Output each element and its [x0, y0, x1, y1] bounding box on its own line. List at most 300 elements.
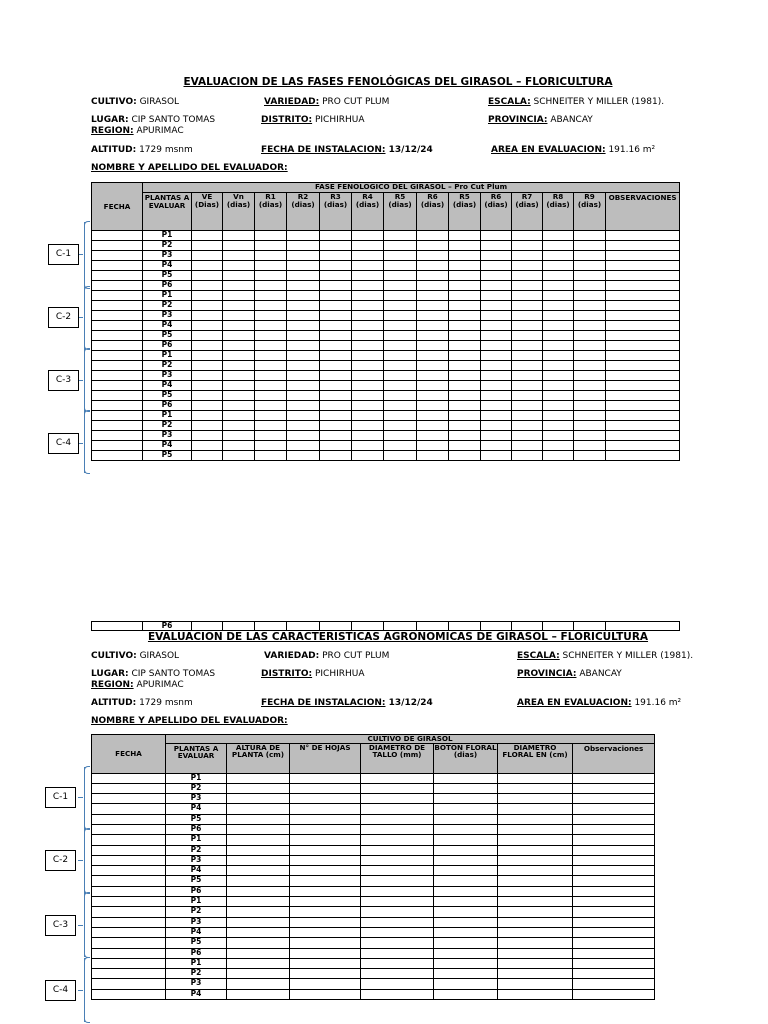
entry-cell[interactable] [92, 441, 143, 451]
entry-cell[interactable] [434, 845, 498, 855]
entry-cell[interactable] [498, 958, 573, 968]
entry-cell[interactable] [481, 271, 512, 281]
entry-cell[interactable] [606, 431, 680, 441]
entry-cell[interactable] [574, 421, 606, 431]
entry-cell[interactable] [384, 291, 417, 301]
entry-cell[interactable] [92, 979, 166, 989]
entry-cell[interactable] [449, 622, 481, 631]
entry-cell[interactable] [92, 886, 166, 896]
entry-cell[interactable] [574, 251, 606, 261]
entry-cell[interactable] [574, 291, 606, 301]
entry-cell[interactable] [92, 917, 166, 927]
entry-cell[interactable] [192, 231, 223, 241]
entry-cell[interactable] [192, 451, 223, 461]
entry-cell[interactable] [320, 301, 352, 311]
entry-cell[interactable] [92, 341, 143, 351]
entry-cell[interactable] [449, 441, 481, 451]
entry-cell[interactable] [320, 281, 352, 291]
entry-cell[interactable] [92, 824, 166, 834]
entry-cell[interactable] [92, 231, 143, 241]
entry-cell[interactable] [320, 622, 352, 631]
entry-cell[interactable] [192, 391, 223, 401]
entry-cell[interactable] [481, 401, 512, 411]
entry-cell[interactable] [417, 341, 449, 351]
entry-cell[interactable] [287, 371, 320, 381]
entry-cell[interactable] [223, 231, 255, 241]
entry-cell[interactable] [498, 876, 573, 886]
entry-cell[interactable] [417, 241, 449, 251]
entry-cell[interactable] [434, 907, 498, 917]
entry-cell[interactable] [255, 281, 287, 291]
entry-cell[interactable] [361, 804, 434, 814]
entry-cell[interactable] [290, 783, 361, 793]
entry-cell[interactable] [255, 241, 287, 251]
entry-cell[interactable] [384, 622, 417, 631]
entry-cell[interactable] [606, 622, 680, 631]
entry-cell[interactable] [417, 351, 449, 361]
entry-cell[interactable] [543, 421, 574, 431]
entry-cell[interactable] [223, 251, 255, 261]
entry-cell[interactable] [223, 331, 255, 341]
entry-cell[interactable] [192, 281, 223, 291]
entry-cell[interactable] [255, 411, 287, 421]
entry-cell[interactable] [320, 371, 352, 381]
entry-cell[interactable] [512, 281, 543, 291]
entry-cell[interactable] [574, 281, 606, 291]
entry-cell[interactable] [449, 401, 481, 411]
entry-cell[interactable] [434, 835, 498, 845]
entry-cell[interactable] [192, 371, 223, 381]
entry-cell[interactable] [384, 451, 417, 461]
entry-cell[interactable] [361, 855, 434, 865]
entry-cell[interactable] [481, 431, 512, 441]
entry-cell[interactable] [573, 783, 655, 793]
entry-cell[interactable] [352, 411, 384, 421]
entry-cell[interactable] [434, 958, 498, 968]
entry-cell[interactable] [361, 866, 434, 876]
entry-cell[interactable] [434, 897, 498, 907]
entry-cell[interactable] [227, 783, 290, 793]
entry-cell[interactable] [352, 341, 384, 351]
entry-cell[interactable] [290, 773, 361, 783]
entry-cell[interactable] [417, 421, 449, 431]
entry-cell[interactable] [361, 794, 434, 804]
entry-cell[interactable] [92, 311, 143, 321]
entry-cell[interactable] [498, 969, 573, 979]
entry-cell[interactable] [606, 391, 680, 401]
entry-cell[interactable] [192, 301, 223, 311]
entry-cell[interactable] [223, 241, 255, 251]
entry-cell[interactable] [320, 401, 352, 411]
entry-cell[interactable] [574, 391, 606, 401]
entry-cell[interactable] [512, 622, 543, 631]
entry-cell[interactable] [384, 271, 417, 281]
entry-cell[interactable] [352, 291, 384, 301]
entry-cell[interactable] [512, 341, 543, 351]
entry-cell[interactable] [449, 351, 481, 361]
entry-cell[interactable] [92, 855, 166, 865]
entry-cell[interactable] [574, 271, 606, 281]
entry-cell[interactable] [449, 451, 481, 461]
entry-cell[interactable] [434, 814, 498, 824]
entry-cell[interactable] [92, 321, 143, 331]
entry-cell[interactable] [361, 845, 434, 855]
entry-cell[interactable] [573, 814, 655, 824]
entry-cell[interactable] [223, 261, 255, 271]
entry-cell[interactable] [481, 411, 512, 421]
entry-cell[interactable] [255, 381, 287, 391]
entry-cell[interactable] [498, 907, 573, 917]
entry-cell[interactable] [543, 441, 574, 451]
entry-cell[interactable] [417, 291, 449, 301]
entry-cell[interactable] [287, 381, 320, 391]
entry-cell[interactable] [290, 989, 361, 999]
entry-cell[interactable] [255, 271, 287, 281]
entry-cell[interactable] [255, 401, 287, 411]
entry-cell[interactable] [543, 401, 574, 411]
entry-cell[interactable] [449, 281, 481, 291]
entry-cell[interactable] [255, 251, 287, 261]
entry-cell[interactable] [290, 927, 361, 937]
entry-cell[interactable] [481, 391, 512, 401]
entry-cell[interactable] [320, 451, 352, 461]
entry-cell[interactable] [192, 311, 223, 321]
entry-cell[interactable] [287, 291, 320, 301]
entry-cell[interactable] [320, 231, 352, 241]
entry-cell[interactable] [384, 371, 417, 381]
entry-cell[interactable] [92, 301, 143, 311]
entry-cell[interactable] [255, 261, 287, 271]
entry-cell[interactable] [361, 948, 434, 958]
entry-cell[interactable] [573, 804, 655, 814]
entry-cell[interactable] [512, 441, 543, 451]
entry-cell[interactable] [92, 261, 143, 271]
entry-cell[interactable] [287, 431, 320, 441]
entry-cell[interactable] [573, 824, 655, 834]
entry-cell[interactable] [192, 361, 223, 371]
entry-cell[interactable] [543, 231, 574, 241]
entry-cell[interactable] [227, 866, 290, 876]
entry-cell[interactable] [434, 886, 498, 896]
entry-cell[interactable] [543, 431, 574, 441]
entry-cell[interactable] [320, 441, 352, 451]
entry-cell[interactable] [573, 938, 655, 948]
entry-cell[interactable] [227, 824, 290, 834]
entry-cell[interactable] [498, 794, 573, 804]
entry-cell[interactable] [227, 907, 290, 917]
entry-cell[interactable] [543, 291, 574, 301]
entry-cell[interactable] [417, 622, 449, 631]
entry-cell[interactable] [498, 927, 573, 937]
entry-cell[interactable] [606, 291, 680, 301]
entry-cell[interactable] [434, 866, 498, 876]
entry-cell[interactable] [512, 391, 543, 401]
entry-cell[interactable] [481, 441, 512, 451]
entry-cell[interactable] [449, 361, 481, 371]
entry-cell[interactable] [352, 441, 384, 451]
entry-cell[interactable] [223, 281, 255, 291]
entry-cell[interactable] [606, 251, 680, 261]
entry-cell[interactable] [606, 361, 680, 371]
entry-cell[interactable] [92, 281, 143, 291]
entry-cell[interactable] [498, 855, 573, 865]
entry-cell[interactable] [255, 421, 287, 431]
entry-cell[interactable] [543, 391, 574, 401]
entry-cell[interactable] [417, 281, 449, 291]
entry-cell[interactable] [92, 948, 166, 958]
entry-cell[interactable] [290, 804, 361, 814]
entry-cell[interactable] [606, 371, 680, 381]
entry-cell[interactable] [384, 301, 417, 311]
entry-cell[interactable] [384, 361, 417, 371]
entry-cell[interactable] [223, 431, 255, 441]
entry-cell[interactable] [543, 622, 574, 631]
entry-cell[interactable] [287, 331, 320, 341]
entry-cell[interactable] [512, 301, 543, 311]
entry-cell[interactable] [192, 441, 223, 451]
entry-cell[interactable] [574, 361, 606, 371]
entry-cell[interactable] [223, 391, 255, 401]
entry-cell[interactable] [287, 411, 320, 421]
entry-cell[interactable] [543, 381, 574, 391]
entry-cell[interactable] [498, 886, 573, 896]
entry-cell[interactable] [287, 311, 320, 321]
entry-cell[interactable] [543, 411, 574, 421]
entry-cell[interactable] [255, 331, 287, 341]
entry-cell[interactable] [573, 866, 655, 876]
entry-cell[interactable] [320, 361, 352, 371]
entry-cell[interactable] [192, 251, 223, 261]
entry-cell[interactable] [481, 371, 512, 381]
entry-cell[interactable] [192, 331, 223, 341]
entry-cell[interactable] [352, 331, 384, 341]
entry-cell[interactable] [287, 301, 320, 311]
entry-cell[interactable] [192, 622, 223, 631]
entry-cell[interactable] [290, 897, 361, 907]
entry-cell[interactable] [498, 897, 573, 907]
entry-cell[interactable] [361, 989, 434, 999]
entry-cell[interactable] [287, 441, 320, 451]
entry-cell[interactable] [573, 773, 655, 783]
entry-cell[interactable] [417, 451, 449, 461]
entry-cell[interactable] [92, 804, 166, 814]
entry-cell[interactable] [434, 917, 498, 927]
entry-cell[interactable] [543, 371, 574, 381]
entry-cell[interactable] [192, 351, 223, 361]
entry-cell[interactable] [573, 979, 655, 989]
entry-cell[interactable] [434, 855, 498, 865]
entry-cell[interactable] [481, 301, 512, 311]
entry-cell[interactable] [481, 331, 512, 341]
entry-cell[interactable] [361, 876, 434, 886]
entry-cell[interactable] [227, 938, 290, 948]
entry-cell[interactable] [512, 421, 543, 431]
entry-cell[interactable] [227, 886, 290, 896]
entry-cell[interactable] [574, 401, 606, 411]
entry-cell[interactable] [320, 261, 352, 271]
entry-cell[interactable] [192, 381, 223, 391]
entry-cell[interactable] [574, 301, 606, 311]
entry-cell[interactable] [573, 794, 655, 804]
entry-cell[interactable] [481, 421, 512, 431]
entry-cell[interactable] [512, 381, 543, 391]
entry-cell[interactable] [287, 281, 320, 291]
entry-cell[interactable] [192, 411, 223, 421]
entry-cell[interactable] [512, 251, 543, 261]
entry-cell[interactable] [384, 251, 417, 261]
entry-cell[interactable] [384, 321, 417, 331]
entry-cell[interactable] [223, 451, 255, 461]
entry-cell[interactable] [92, 938, 166, 948]
entry-cell[interactable] [361, 773, 434, 783]
entry-cell[interactable] [92, 989, 166, 999]
entry-cell[interactable] [498, 845, 573, 855]
entry-cell[interactable] [573, 917, 655, 927]
entry-cell[interactable] [449, 411, 481, 421]
entry-cell[interactable] [384, 241, 417, 251]
entry-cell[interactable] [543, 251, 574, 261]
entry-cell[interactable] [512, 351, 543, 361]
entry-cell[interactable] [449, 331, 481, 341]
entry-cell[interactable] [498, 783, 573, 793]
entry-cell[interactable] [543, 361, 574, 371]
entry-cell[interactable] [543, 321, 574, 331]
entry-cell[interactable] [290, 958, 361, 968]
entry-cell[interactable] [361, 927, 434, 937]
entry-cell[interactable] [512, 411, 543, 421]
entry-cell[interactable] [92, 773, 166, 783]
entry-cell[interactable] [352, 371, 384, 381]
entry-cell[interactable] [606, 231, 680, 241]
entry-cell[interactable] [498, 989, 573, 999]
entry-cell[interactable] [352, 421, 384, 431]
entry-cell[interactable] [227, 979, 290, 989]
entry-cell[interactable] [573, 897, 655, 907]
entry-cell[interactable] [434, 783, 498, 793]
entry-cell[interactable] [481, 321, 512, 331]
entry-cell[interactable] [512, 271, 543, 281]
entry-cell[interactable] [92, 331, 143, 341]
entry-cell[interactable] [287, 251, 320, 261]
entry-cell[interactable] [606, 311, 680, 321]
entry-cell[interactable] [606, 411, 680, 421]
entry-cell[interactable] [223, 321, 255, 331]
entry-cell[interactable] [227, 927, 290, 937]
entry-cell[interactable] [352, 391, 384, 401]
entry-cell[interactable] [434, 876, 498, 886]
entry-cell[interactable] [290, 948, 361, 958]
entry-cell[interactable] [255, 622, 287, 631]
entry-cell[interactable] [574, 241, 606, 251]
entry-cell[interactable] [223, 441, 255, 451]
entry-cell[interactable] [606, 271, 680, 281]
entry-cell[interactable] [543, 301, 574, 311]
entry-cell[interactable] [352, 231, 384, 241]
entry-cell[interactable] [574, 371, 606, 381]
entry-cell[interactable] [481, 311, 512, 321]
entry-cell[interactable] [290, 845, 361, 855]
entry-cell[interactable] [287, 421, 320, 431]
entry-cell[interactable] [417, 231, 449, 241]
entry-cell[interactable] [573, 835, 655, 845]
entry-cell[interactable] [573, 969, 655, 979]
entry-cell[interactable] [417, 431, 449, 441]
entry-cell[interactable] [481, 622, 512, 631]
entry-cell[interactable] [287, 622, 320, 631]
entry-cell[interactable] [290, 969, 361, 979]
entry-cell[interactable] [361, 917, 434, 927]
entry-cell[interactable] [573, 989, 655, 999]
entry-cell[interactable] [449, 251, 481, 261]
entry-cell[interactable] [223, 381, 255, 391]
entry-cell[interactable] [227, 897, 290, 907]
entry-cell[interactable] [481, 261, 512, 271]
entry-cell[interactable] [192, 261, 223, 271]
entry-cell[interactable] [449, 321, 481, 331]
entry-cell[interactable] [255, 341, 287, 351]
entry-cell[interactable] [255, 371, 287, 381]
entry-cell[interactable] [512, 431, 543, 441]
entry-cell[interactable] [92, 783, 166, 793]
entry-cell[interactable] [255, 301, 287, 311]
entry-cell[interactable] [543, 241, 574, 251]
entry-cell[interactable] [223, 421, 255, 431]
entry-cell[interactable] [227, 917, 290, 927]
entry-cell[interactable] [417, 321, 449, 331]
entry-cell[interactable] [384, 441, 417, 451]
entry-cell[interactable] [512, 331, 543, 341]
entry-cell[interactable] [227, 958, 290, 968]
entry-cell[interactable] [290, 979, 361, 989]
entry-cell[interactable] [574, 622, 606, 631]
entry-cell[interactable] [384, 391, 417, 401]
entry-cell[interactable] [498, 938, 573, 948]
entry-cell[interactable] [92, 835, 166, 845]
entry-cell[interactable] [92, 958, 166, 968]
entry-cell[interactable] [498, 773, 573, 783]
entry-cell[interactable] [192, 271, 223, 281]
entry-cell[interactable] [290, 876, 361, 886]
entry-cell[interactable] [606, 301, 680, 311]
entry-cell[interactable] [223, 371, 255, 381]
entry-cell[interactable] [255, 441, 287, 451]
entry-cell[interactable] [498, 979, 573, 989]
entry-cell[interactable] [352, 361, 384, 371]
entry-cell[interactable] [92, 401, 143, 411]
entry-cell[interactable] [92, 907, 166, 917]
entry-cell[interactable] [92, 351, 143, 361]
entry-cell[interactable] [606, 321, 680, 331]
entry-cell[interactable] [223, 341, 255, 351]
entry-cell[interactable] [573, 855, 655, 865]
entry-cell[interactable] [227, 835, 290, 845]
entry-cell[interactable] [417, 401, 449, 411]
entry-cell[interactable] [320, 391, 352, 401]
entry-cell[interactable] [92, 451, 143, 461]
entry-cell[interactable] [287, 321, 320, 331]
entry-cell[interactable] [352, 351, 384, 361]
entry-cell[interactable] [498, 866, 573, 876]
entry-cell[interactable] [290, 835, 361, 845]
entry-cell[interactable] [92, 431, 143, 441]
entry-cell[interactable] [223, 311, 255, 321]
entry-cell[interactable] [543, 261, 574, 271]
entry-cell[interactable] [606, 441, 680, 451]
entry-cell[interactable] [320, 351, 352, 361]
entry-cell[interactable] [512, 291, 543, 301]
entry-cell[interactable] [543, 281, 574, 291]
entry-cell[interactable] [92, 381, 143, 391]
